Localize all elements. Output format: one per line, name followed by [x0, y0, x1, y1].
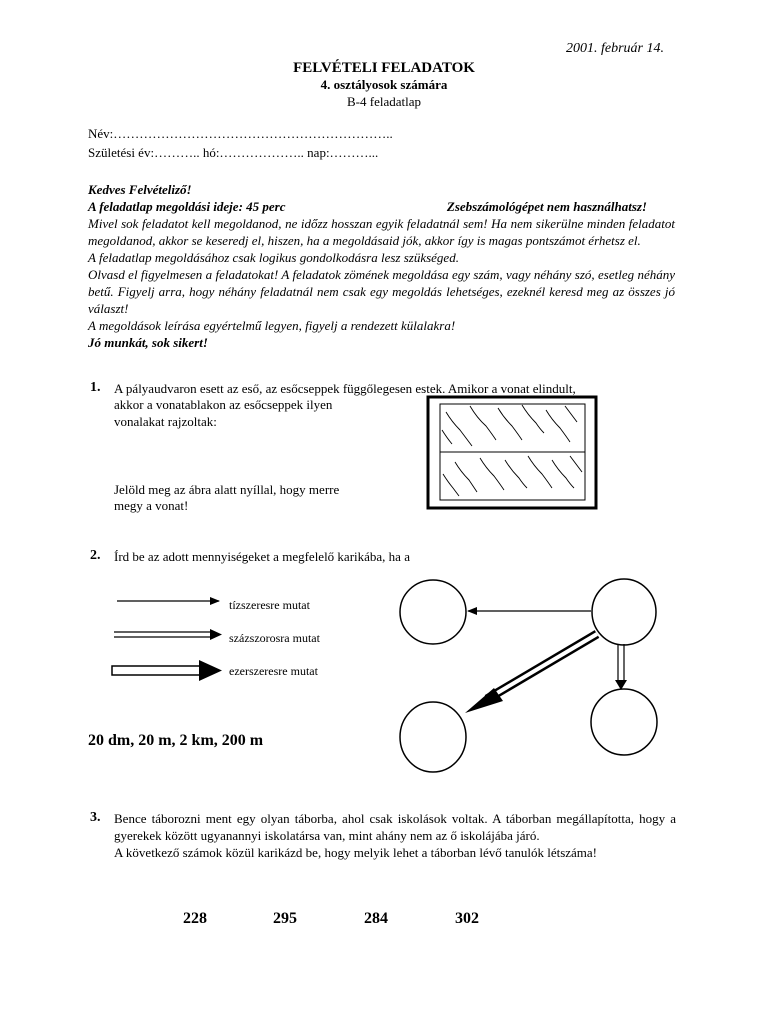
legend-label-single: tízszeresre mutat [229, 598, 310, 612]
diagram-arrow-double [615, 644, 627, 690]
answer-circle-bottom-left[interactable] [400, 702, 466, 772]
name-field[interactable]: Név:……………………………………………………….. [88, 126, 393, 141]
q1-text-line: Jelöld meg az ábra alatt nyíllal, hogy merre [114, 482, 340, 497]
legend-label-double: százszorosra mutat [229, 631, 320, 645]
instruction-paragraph: Olvasd el figyelmesen a feladatokat! A feladatok zömének megoldása egy szám, vagy néhány szó, esetleg néhány betű. Figyelj arra, hogy néhány feladatnál nem csak egy megoldás lehetséges, ezeknél keresd meg az összes jó választ! [88, 267, 675, 316]
page-title: FELVÉTELI FELADATOK [293, 60, 475, 76]
instruction-paragraph: Mivel sok feladatot kell megoldanod, ne időzz hosszan egyik feladatnál sem! Ha nem sikerülne minden feladatot megoldanod, akkor se keseredj el, hiszen, ha a megoldásaid jók, akkor így is magas pontszámot érhetsz el. [88, 216, 675, 248]
q2-text: Írd be az adott mennyiségeket a megfelelő karikába, ha a [114, 549, 410, 564]
legend-arrow-double [114, 629, 222, 640]
q1-text-line: A pályaudvaron esett az eső, az esőcseppek függőlegesen estek. Amikor a vonat elindult, [114, 381, 576, 396]
date: 2001. február 14. [566, 41, 664, 56]
answer-circle-top-right[interactable] [592, 579, 656, 645]
q1-text-line: akkor a vonatablakon az esőcseppek ilyen [114, 397, 333, 412]
answer-circle-bottom-right[interactable] [591, 689, 657, 755]
page-subtitle: 4. osztályosok számára [320, 77, 448, 92]
instruction-paragraph: A feladatlap megoldásához csak logikus gondolkodásra lesz szükséged. [88, 250, 459, 265]
q2-number: 2. [90, 548, 101, 563]
answer-option[interactable]: 228 [183, 910, 207, 927]
answer-option[interactable]: 302 [455, 910, 479, 927]
train-window-figure [428, 397, 596, 508]
q3-paragraph: A következő számok közül karikázd be, hogy melyik lehet a táborban lévő tanulók létszáma! [114, 845, 598, 860]
q1-number: 1. [90, 380, 101, 395]
legend-label-thick: ezerszeresre mutat [229, 664, 318, 678]
answer-option[interactable]: 295 [273, 910, 297, 927]
q3-paragraph: Bence táborozni ment egy olyan táborba, ahol csak iskolások voltak. A táborban megállapította, hogy a gyerekek között ugyanannyi iskolatársa van, mint ahány nem az ő iskolájába járó. [114, 811, 676, 843]
q1-text-line: megy a vonat! [114, 498, 189, 513]
instruction-paragraph: A megoldások leírása egyértelmű legyen, figyelj a rendezett külalakra! [88, 318, 456, 333]
diagram-arrow-thick [465, 634, 597, 713]
legend-arrow-thick [112, 660, 222, 681]
calculator-note: Zsebszámológépet nem használhatsz! [446, 199, 647, 214]
raindrop-streaks [442, 405, 582, 496]
greeting: Kedves Felvételiző! [88, 182, 192, 197]
time-limit: A feladatlap megoldási ideje: 45 perc [88, 199, 286, 214]
sheet-id: B-4 feladatlap [347, 94, 421, 109]
q3-number: 3. [90, 810, 101, 825]
answer-option[interactable]: 284 [364, 910, 388, 927]
closing: Jó munkát, sok sikert! [88, 335, 208, 350]
q1-text-line: vonalakat rajzoltak: [114, 414, 217, 429]
answer-circle-top-left[interactable] [400, 580, 466, 644]
birth-date-field[interactable]: Születési év:……….. hó:……………….. nap:………... [88, 145, 379, 160]
quantities: 20 dm, 20 m, 2 km, 200 m [88, 732, 264, 749]
